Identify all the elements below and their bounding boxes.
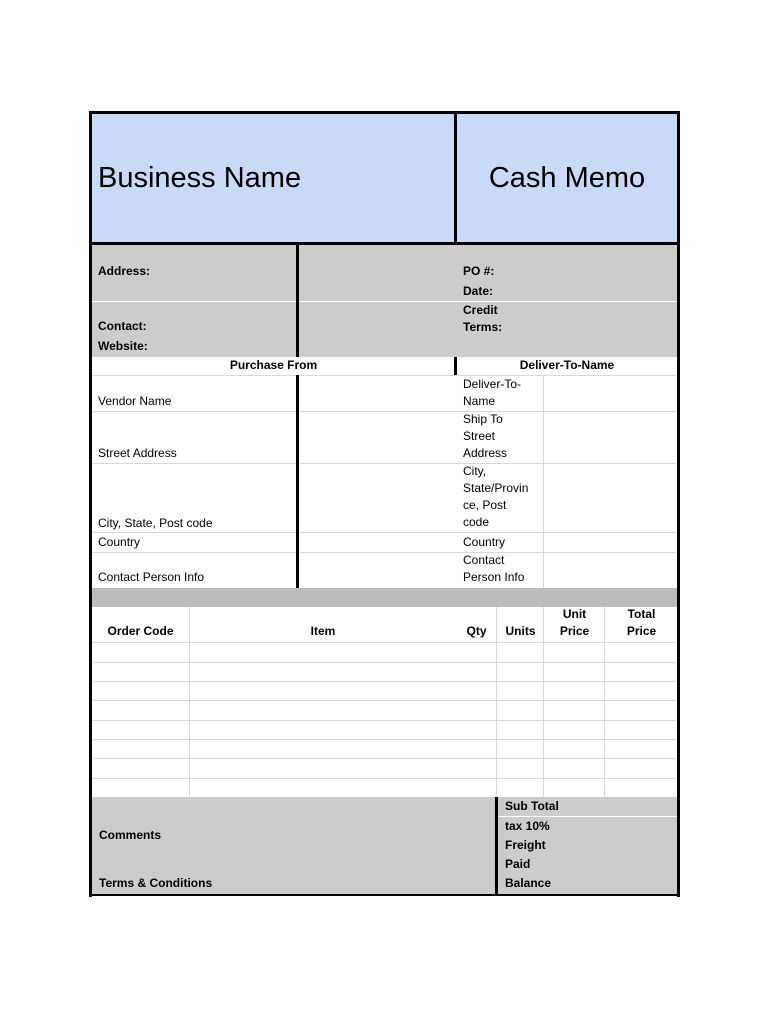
- col-item: Item: [310, 624, 336, 638]
- separator-band: [91, 588, 678, 607]
- deliver-name-label: Deliver-To- Name: [463, 377, 522, 408]
- city-state-post-label: City, State, Post code: [98, 516, 213, 530]
- paid-label: Paid: [505, 857, 531, 871]
- col-units: Units: [505, 624, 536, 638]
- ship-to-street-label: Ship To Street Address: [463, 412, 508, 460]
- date-label: Date:: [463, 284, 494, 298]
- country-label: Country: [98, 535, 141, 549]
- purchase-from-heading: Purchase From: [229, 358, 318, 372]
- balance-label: Balance: [505, 876, 552, 890]
- col-unit-price: Unit Price: [559, 607, 590, 638]
- col-qty: Qty: [466, 624, 487, 638]
- deliver-to-heading: Deliver-To-Name: [519, 358, 615, 372]
- credit-terms-label: Credit Terms:: [463, 303, 503, 334]
- comments-label: Comments: [99, 828, 162, 842]
- po-number-label: PO #:: [463, 264, 495, 278]
- website-label: Website:: [98, 339, 148, 353]
- contact-person-label: Contact Person Info: [98, 570, 205, 584]
- street-address-label: Street Address: [98, 446, 177, 460]
- col-order-code: Order Code: [107, 624, 174, 638]
- sub-total-label: Sub Total: [505, 799, 559, 813]
- tax-label: tax 10%: [505, 819, 550, 833]
- vendor-name-label: Vendor Name: [98, 394, 172, 408]
- freight-label: Freight: [505, 838, 546, 852]
- deliver-country-label: Country: [463, 535, 506, 549]
- terms-conditions-label: Terms & Conditions: [99, 876, 213, 890]
- business-name: Business Name: [98, 162, 302, 194]
- address-label: Address:: [98, 264, 151, 278]
- deliver-contact-label: Contact Person Info: [463, 553, 525, 584]
- col-total-price: Total Price: [626, 607, 657, 638]
- document-title: Cash Memo: [488, 162, 646, 194]
- contact-label: Contact:: [98, 319, 147, 333]
- deliver-city-label: City, State/Provin ce, Post code: [463, 464, 529, 529]
